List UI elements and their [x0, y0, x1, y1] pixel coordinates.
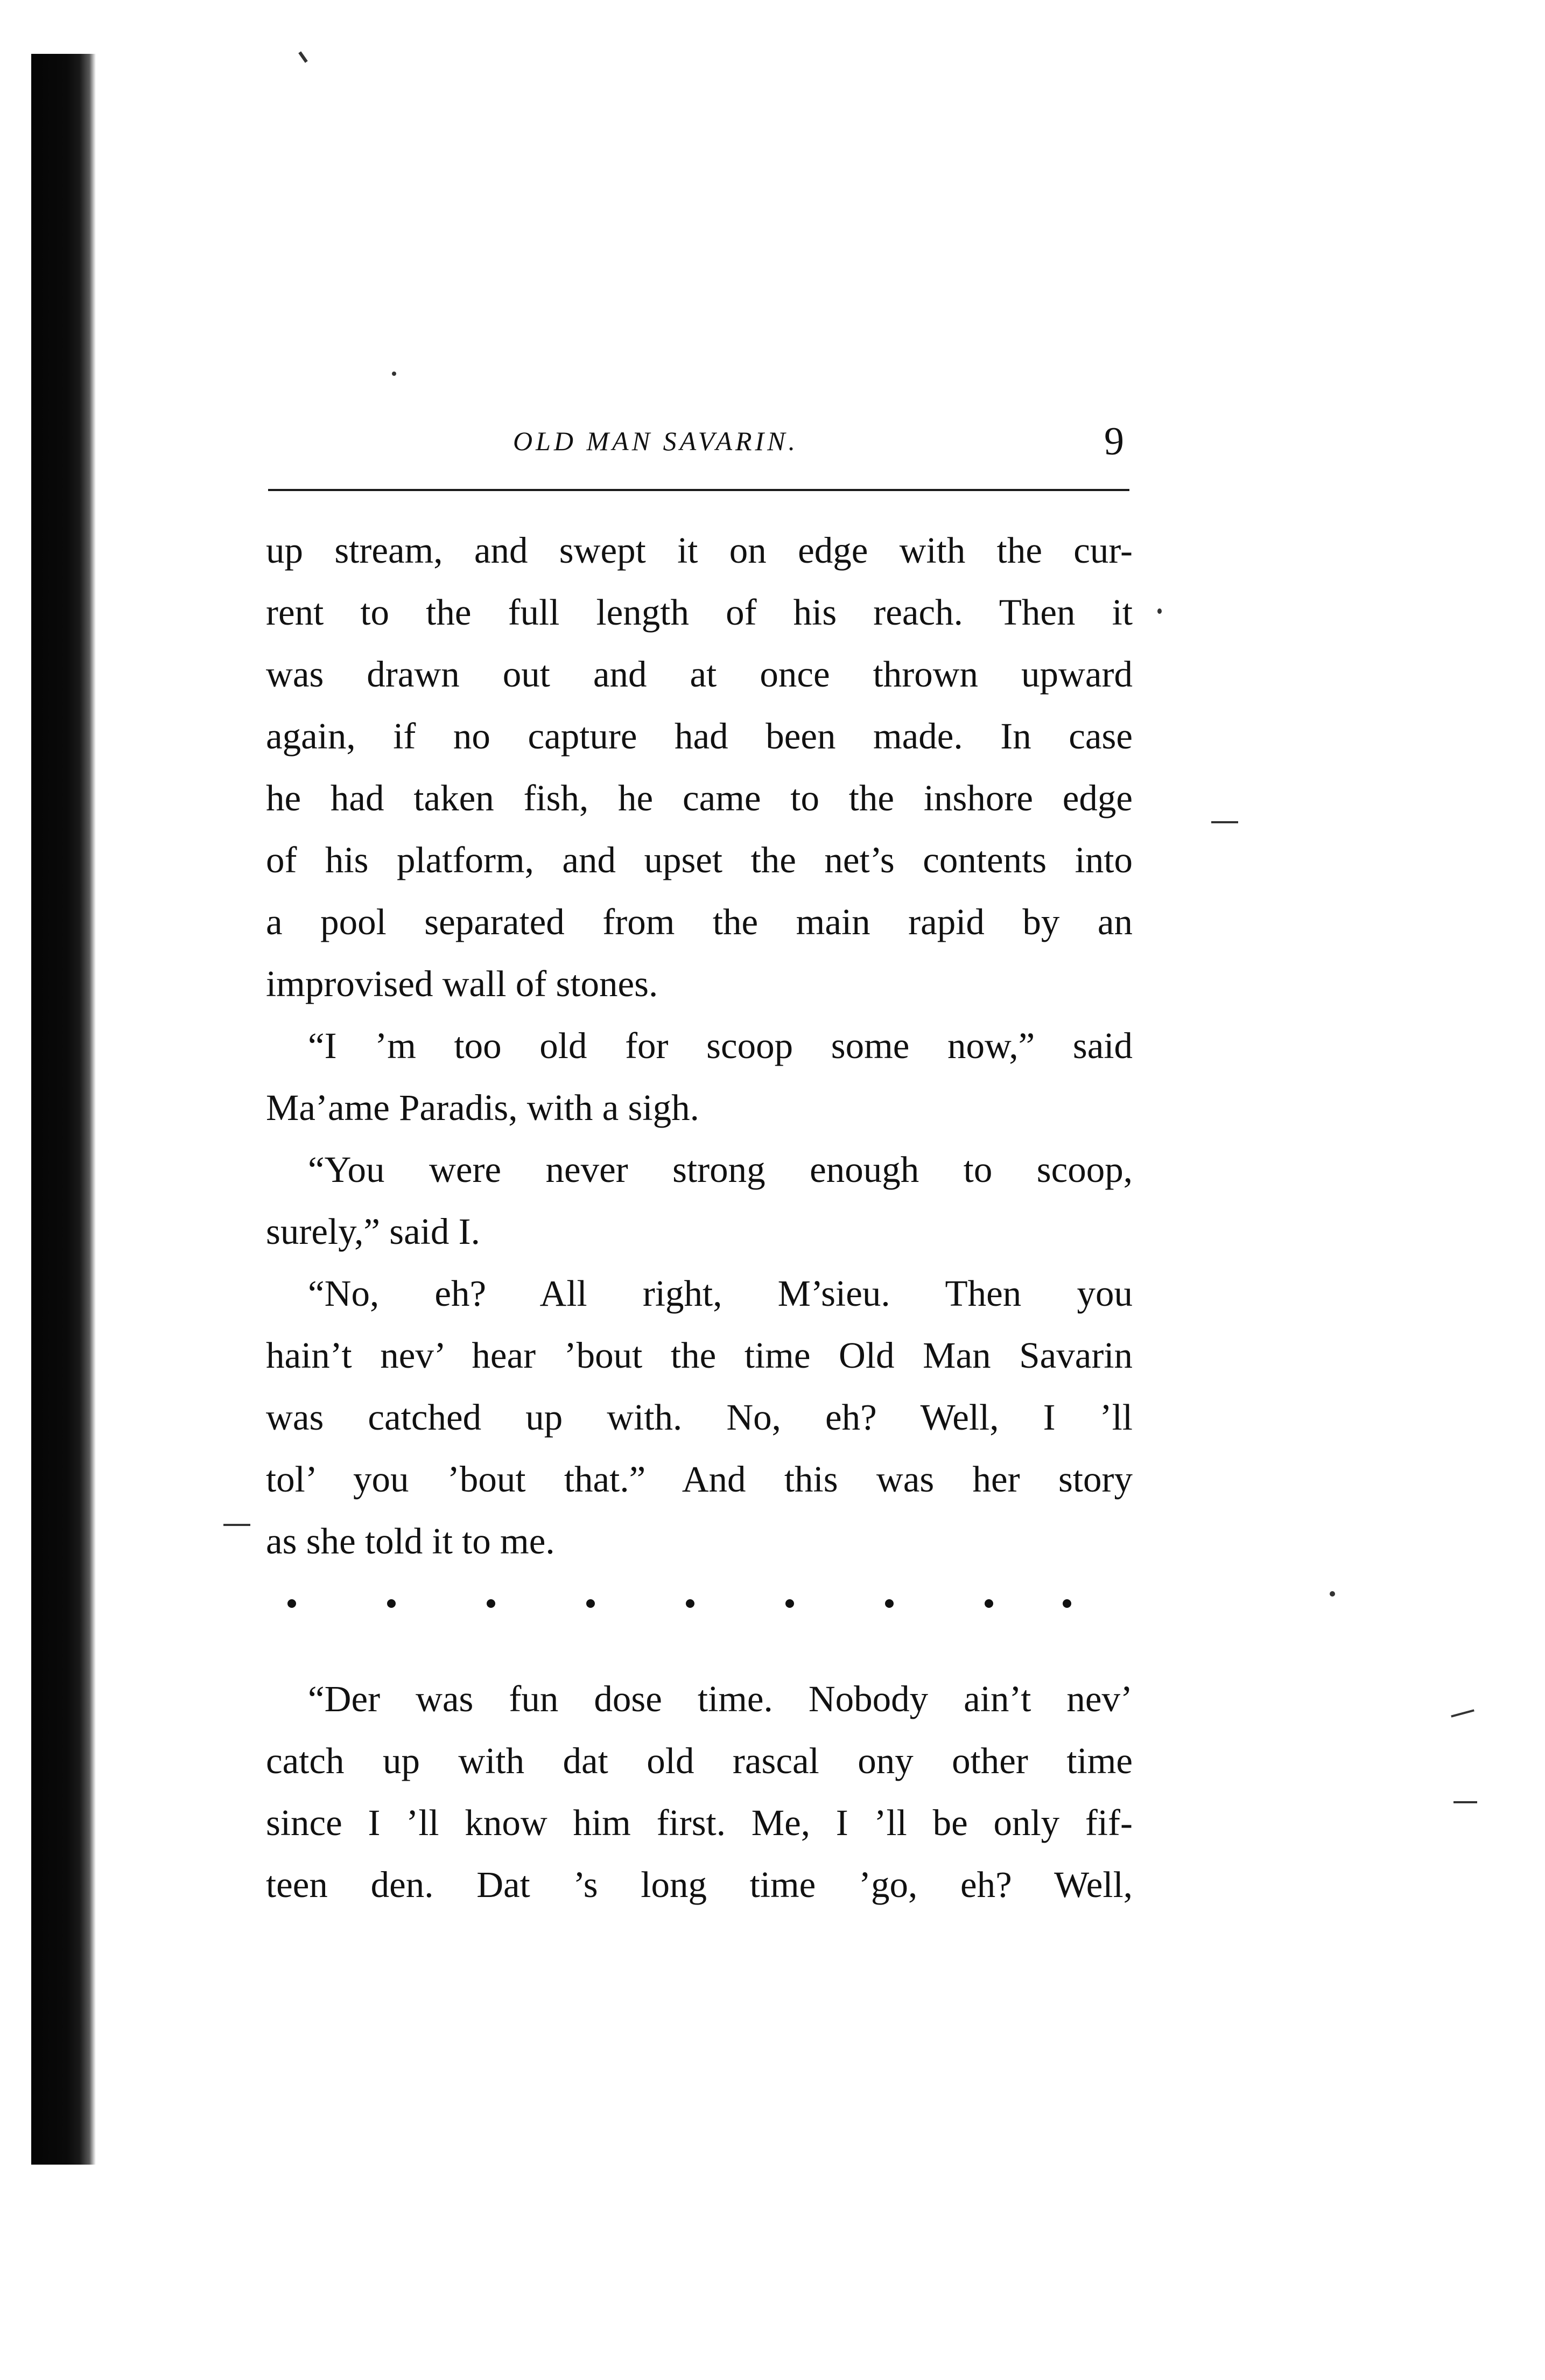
- text-line: he had taken fish, he came to the inshore edge: [266, 778, 1133, 818]
- text-line: “I ’m too old for scoop some now,” said: [308, 1025, 1133, 1066]
- paragraph: [266, 1139, 1133, 1263]
- text-line: again, if no capture had been made. In case: [266, 716, 1133, 757]
- text-line: as she told it to me.: [266, 1521, 555, 1562]
- body-text: [266, 520, 1133, 1916]
- text-line: Ma’ame Paradis, with a sigh.: [266, 1087, 699, 1128]
- text-line: a pool separated from the main rapid by an: [266, 901, 1133, 942]
- scan-speck: [1451, 1709, 1474, 1717]
- text-line: teen den. Dat ’s long time ’go, eh? Well,: [266, 1864, 1133, 1905]
- ornament-dot: [287, 1599, 296, 1608]
- paragraph: [266, 1668, 1133, 1916]
- text-line: catch up with dat old rascal ony other time: [266, 1740, 1133, 1781]
- text-line: tol’ you ’bout that.” And this was her story: [266, 1459, 1133, 1500]
- paragraph: [266, 520, 1133, 1015]
- paragraph: [266, 1263, 1133, 1572]
- ornament-dot: [686, 1599, 694, 1608]
- ornament-dot: [1063, 1599, 1071, 1608]
- ornament-dot: [487, 1599, 495, 1608]
- page-header: [268, 419, 1129, 485]
- text-line: rent to the full length of his reach. Then it: [266, 592, 1133, 633]
- scan-speck: [223, 1524, 250, 1526]
- text-line: up stream, and swept it on edge with the cur-: [266, 530, 1133, 571]
- section-gap: [266, 1647, 1133, 1668]
- scan-speck: [1211, 821, 1238, 823]
- book-binding-shadow: [31, 54, 96, 2165]
- paragraph: [266, 1015, 1133, 1139]
- running-head: OLD MAN SAVARIN.: [513, 426, 799, 456]
- text-line: surely,” said I.: [266, 1211, 480, 1252]
- text-line: “You were never strong enough to scoop,: [308, 1149, 1133, 1190]
- scan-speck: [392, 372, 396, 376]
- text-line: of his platform, and upset the net’s contents into: [266, 839, 1133, 880]
- header-rule: [268, 489, 1129, 491]
- scan-speck: [1157, 608, 1162, 614]
- section-break-dots: [266, 1572, 1133, 1647]
- ornament-dot: [586, 1599, 595, 1608]
- ornament-dot: [885, 1599, 894, 1608]
- ornament-dot: [985, 1599, 993, 1608]
- scan-speck: [1330, 1591, 1335, 1597]
- ornament-dot: [387, 1599, 396, 1608]
- ornament-dot: [785, 1599, 794, 1608]
- text-line: “Der was fun dose time. Nobody ain’t nev’: [308, 1678, 1133, 1719]
- text-line: hain’t nev’ hear ’bout the time Old Man Savarin: [266, 1335, 1133, 1376]
- text-line: improvised wall of stones.: [266, 963, 658, 1004]
- scan-speck: [1453, 1801, 1477, 1803]
- page-number: 9: [1104, 419, 1124, 464]
- text-line: “No, eh? All right, M’sieu. Then you: [308, 1273, 1133, 1314]
- scan-speck: [298, 51, 308, 62]
- text-line: was catched up with. No, eh? Well, I ’ll: [266, 1397, 1133, 1438]
- text-line: since I ’ll know him first. Me, I ’ll be only fif-: [266, 1802, 1133, 1843]
- text-line: was drawn out and at once thrown upward: [266, 654, 1133, 695]
